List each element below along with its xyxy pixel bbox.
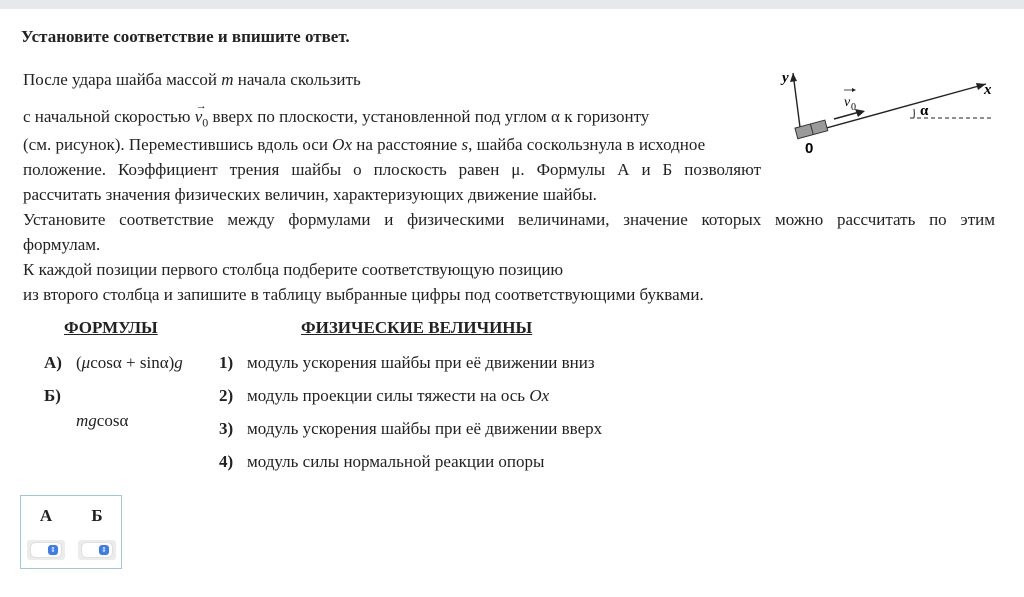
problem-line-3 xyxy=(23,135,705,155)
mu-symbol: μ xyxy=(81,353,91,372)
formula-a-body: cosα + sinα) xyxy=(90,353,175,372)
x-axis-label: x xyxy=(984,82,992,98)
formula-a xyxy=(76,353,183,373)
problem-line-2 xyxy=(23,100,650,132)
axis-symbol: Ox xyxy=(529,386,550,405)
quantity-4-number: 4) xyxy=(219,452,234,471)
quantity-3-number: 3) xyxy=(219,419,234,438)
quantity-3-text: модуль ускорения шайбы при её движении вверх xyxy=(247,419,603,438)
problem-line-9: из второго столбца и запишите в таблицу выбранные цифры под соответствующими буквами. xyxy=(23,285,704,304)
quantity-4-text: модуль силы нормальной реакции опоры xyxy=(247,452,545,471)
formula-b xyxy=(76,411,128,431)
problem-line-8: К каждой позиции первого столбца подберите соответствующую позицию xyxy=(23,260,564,279)
text: на расстояние xyxy=(352,135,462,154)
text: , шайба соскользнула в исходное xyxy=(468,135,706,154)
quantity-2-number: 2) xyxy=(219,386,234,405)
answer-header-b: Б xyxy=(91,506,103,525)
mass-symbol: m xyxy=(221,70,234,89)
text: вверх по плоскости, установленной под углом α к горизонту xyxy=(208,107,650,126)
text: (см. рисунок). Переместившись вдоль оси xyxy=(23,135,333,154)
paren: ( xyxy=(76,353,82,372)
select-arrows-icon[interactable]: ⇕ xyxy=(99,545,109,555)
y-axis-arrowhead xyxy=(790,73,797,82)
distance-symbol: s xyxy=(461,135,469,154)
task-title: Установите соответствие и впишите ответ. xyxy=(21,27,350,46)
answer-b-select[interactable] xyxy=(78,540,116,560)
top-bar xyxy=(0,0,1024,9)
text: модуль проекции силы тяжести на ось xyxy=(247,386,530,405)
quantity-1-text: модуль ускорения шайбы при её движении вниз xyxy=(247,353,595,372)
velocity-label: v xyxy=(844,95,851,110)
incline-diagram xyxy=(778,68,998,158)
quantities-header: ФИЗИЧЕСКИЕ ВЕЛИЧИНЫ xyxy=(301,318,533,337)
axis-symbol: Ox xyxy=(332,135,352,154)
velocity-arrowhead xyxy=(855,109,865,117)
problem-line-4: положение. Коэффициент трения шайбы о плоскость равен μ. Формулы А и Б позволяют xyxy=(23,160,761,179)
problem-line-7: формулам. xyxy=(23,235,101,254)
problem-line-1 xyxy=(23,70,361,90)
text: начала скользить xyxy=(233,70,361,89)
quantity-2-text xyxy=(247,386,549,406)
select-box[interactable] xyxy=(31,543,61,557)
vector-bar-head xyxy=(852,88,856,92)
origin-label: 0 xyxy=(805,140,814,157)
formula-b-letter: Б) xyxy=(44,386,61,405)
formula-a-letter: А) xyxy=(44,353,62,372)
text: После удара шайба массой xyxy=(23,70,222,89)
select-arrows-icon[interactable]: ⇕ xyxy=(48,545,58,555)
y-axis-line xyxy=(793,73,801,135)
problem-line-5: рассчитать значения физических величин, характеризующих движение шайбы. xyxy=(23,185,597,204)
text: с начальной скоростью xyxy=(23,107,195,126)
y-axis-label: y xyxy=(782,70,789,86)
formulas-header: ФОРМУЛЫ xyxy=(64,318,158,337)
x-axis-line xyxy=(801,84,986,135)
mg-symbol: mg xyxy=(76,411,97,430)
g-symbol: g xyxy=(174,353,183,372)
initial-velocity-symbol: → $v_0$ xyxy=(194,100,209,130)
v-subscript: 0 xyxy=(202,115,209,130)
formula-b-body: cosα xyxy=(96,411,129,430)
angle-label: α xyxy=(920,103,929,119)
answer-header-a: А xyxy=(39,506,53,525)
answer-a-select[interactable] xyxy=(27,540,65,560)
v-symbol: v xyxy=(194,107,203,126)
answer-table xyxy=(20,495,122,569)
velocity-subscript: 0 xyxy=(851,102,856,113)
select-box[interactable] xyxy=(82,543,112,557)
quantity-1-number: 1) xyxy=(219,353,234,372)
problem-line-6: Установите соответствие между формулами и физическими величинами, значение которых можно рассчитать по этим xyxy=(23,210,995,229)
